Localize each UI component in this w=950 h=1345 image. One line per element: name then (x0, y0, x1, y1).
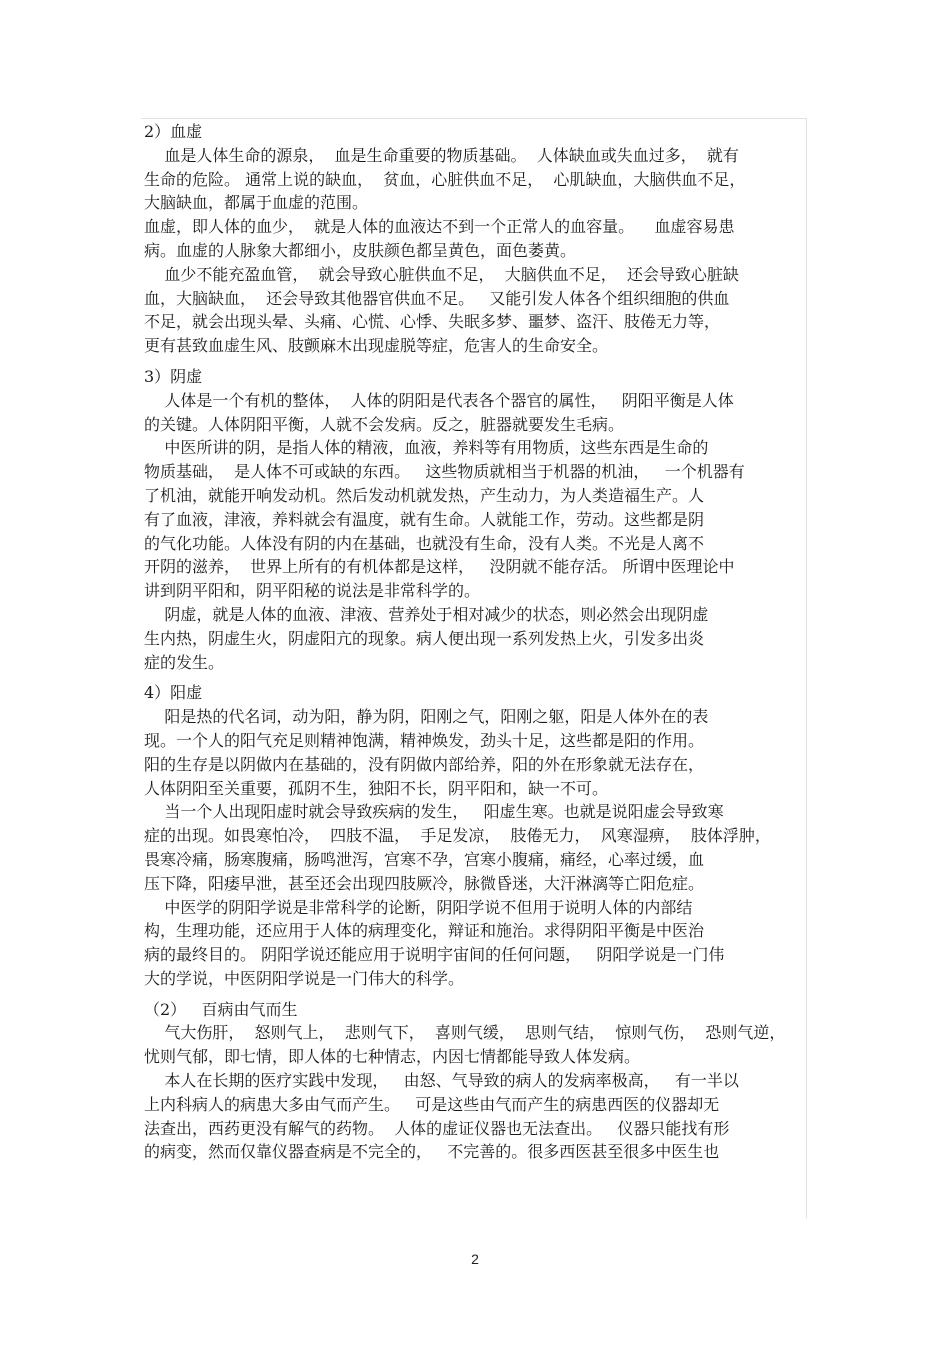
text-line: 3）阴虚 (144, 366, 203, 386)
text-line: 阳是热的代名词，动为阳，静为阴，阳刚之气，阳刚之躯，阳是人体外在的表 (144, 707, 709, 727)
text-line: 讲到阴平阳和，阴平阳秘的说法是非常科学的。 (144, 581, 481, 601)
text-line: 4）阳虚 (144, 683, 203, 703)
text-line: 阳的生存是以阴做内在基础的，没有阴做内部给养，阳的外在形象就无法存在， (144, 754, 705, 774)
text-line: 了机油，就能开响发动机。然后发动机就发热，产生动力，为人类造福生产。人 (144, 485, 705, 505)
text-line: 物质基础， 是人体不可或缺的东西。 这些物质就相当于机器的机油， 一个机器有 (144, 462, 745, 482)
text-line: 生内热，阴虚生火，阴虚阳亢的现象。病人便出现一系列发热上火，引发多出炎 (144, 628, 705, 648)
text-line: 病的最终目的。 阴阳学说还能应用于说明宇宙间的任何问题， 阴阳学说是一门伟 (144, 945, 725, 965)
text-line: 阴虚，就是人体的血液、津液、营养处于相对减少的状态，则必然会出现阴虚 (144, 604, 709, 624)
text-line: 人体阴阳至关重要，孤阴不生，独阳不长，阴平阳和，缺一不可。 (144, 778, 609, 798)
text-line: 更有甚致血虚生风、肢颤麻木出现虚脱等症，危害人的生命安全。 (144, 336, 609, 356)
text-line: 血，大脑缺血， 还会导致其他器官供血不足。 又能引发人体各个组织细胞的供血 (144, 288, 730, 308)
page-number: 2 (471, 1251, 479, 1267)
text-line: 法查出，西药更没有解气的药物。 人体的虚证仪器也无法查出。 仪器只能找有形 (144, 1118, 730, 1138)
text-line: 畏寒冷痛，肠寒腹痛，肠鸣泄泻，宫寒不孕，宫寒小腹痛，痛经，心率过缓，血 (144, 849, 705, 869)
document-body (144, 120, 808, 1218)
text-line: 忧则气郁，即七情，即人体的七种情志，内因七情都能导致人体发病。 (144, 1047, 641, 1067)
text-line: 当一个人出现阳虚时就会导致疾病的发生， 阳虚生寒。也就是说阳虚会导致寒 (144, 802, 724, 822)
text-line: 大脑缺血，都属于血虚的范围。 (144, 193, 369, 213)
text-line: 中医所讲的阴，是指人体的精液，血液，养料等有用物质，这些东西是生命的 (144, 438, 709, 458)
text-line: 血是人体生命的源泉， 血是生命重要的物质基础。 人体缺血或失血过多， 就有 (144, 145, 739, 165)
text-line: 开阴的滋养， 世界上所有的有机体都是这样， 没阴就不能存活。 所谓中医理论中 (144, 557, 735, 577)
text-line: 症的出现。如畏寒怕冷， 四肢不温， 手足发凉， 肢倦无力， 风寒湿痹， 肢体浮肿， (144, 826, 771, 846)
text-line: 血少不能充盈血管， 就会导致心脏供血不足， 大脑供血不足， 还会导致心脏缺 (144, 264, 739, 284)
text-line: 症的发生。 (144, 652, 225, 672)
text-line: 气大伤肝， 怒则气上， 悲则气下， 喜则气缓， 思则气结， 惊则气伤， 恐则气逆， (144, 1023, 786, 1043)
text-line: 构，生理功能，还应用于人体的病理变化，辩证和施治。求得阴阳平衡是中医治 (144, 921, 705, 941)
text-line: 不足，就会出现头晕、头痛、心慌、心悸、失眠多梦、噩梦、盗汗、肢倦无力等， (144, 312, 721, 332)
text-line: （2） 百病由气而生 (144, 999, 298, 1019)
text-line: 的气化功能。人体没有阴的内在基础，也就没有生命，没有人类。不光是人离不 (144, 533, 705, 553)
text-line: 的病变，然而仅靠仪器查病是不完全的， 不完善的。很多西医甚至很多中医生也 (144, 1142, 720, 1162)
text-line: 的关键。人体阴阳平衡，人就不会发病。反之，脏器就要发生毛病。 (144, 414, 625, 434)
text-line: 2）血虚 (144, 122, 203, 141)
text-line: 血虚，即人体的血少， 就是人体的血液达不到一个正常人的血容量。 血虚容易患 (144, 217, 735, 237)
text-line: 现。一个人的阳气充足则精神饱满，精神焕发，劲头十足，这些都是阳的作用。 (144, 730, 705, 750)
text-line: 本人在长期的医疗实践中发现， 由怒、气导致的病人的发病率极高， 有一半以 (144, 1071, 739, 1091)
text-line: 生命的危险。 通常上说的缺血， 贫血，心脏供血不足， 心肌缺血，大脑供血不足， (144, 169, 746, 189)
text-line: 中医学的阴阳学说是非常科学的论断，阴阳学说不但用于说明人体的内部结 (144, 897, 693, 917)
text-line: 有了血液，津液，养料就会有温度，就有生命。人就能工作，劳动。这些都是阴 (144, 509, 705, 529)
text-line: 病。血虚的人脉象大都细小，皮肤颜色都呈黄色，面色萎黄。 (144, 240, 577, 260)
text-line: 大的学说，中医阴阳学说是一门伟大的科学。 (144, 968, 465, 988)
text-line: 人体是一个有机的整体， 人体的阴阳是代表各个器官的属性， 阴阳平衡是人体 (144, 390, 734, 410)
text-line: 压下降，阳痿早泄，甚至还会出现四肢厥冷，脉微昏迷，大汗淋漓等亡阳危症。 (144, 873, 705, 893)
text-line: 上内科病人的病患大多由气而产生。 可是这些由气而产生的病患西医的仪器却无 (144, 1094, 720, 1114)
